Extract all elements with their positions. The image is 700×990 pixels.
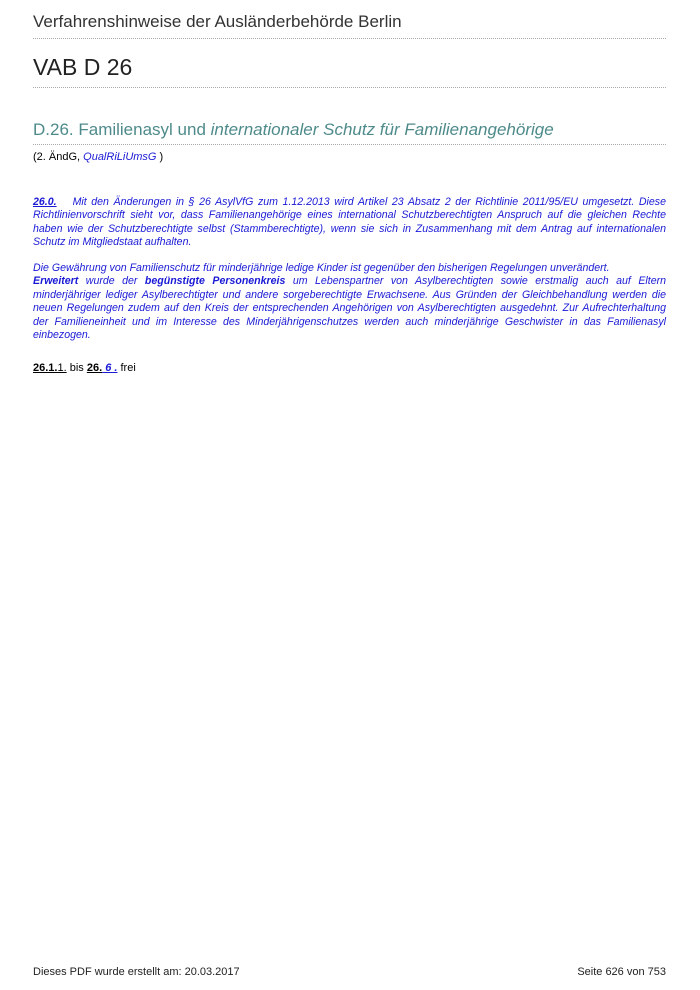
paragraph-26-0 <box>33 196 666 250</box>
range-status: frei <box>117 362 136 374</box>
paragraph-26-0-text: Mit den Änderungen in § 26 AsylVfG zum 1.12.2013 wird Artikel 23 Absatz 2 der Richtlinie 2011/95/EU umgesetzt. Diese Richtlinienvorschrift sieht vor, dass Familienangehörige eines international Schutzberechtigten Anspruch auf die gleichen Rechte haben wie der Schutzberechtigte selbst (Stammberechtigte), wenn sie sich in Zusammenhang mit dem Antrag auf internationalen Schutz im Mitgliedstaat aufhalten. <box>33 196 666 249</box>
paragraph-rest-text: um Lebenspartner von Asylberechtigten sowie erstmalig auch auf Eltern minderjähriger lediger Asylberechtigter und andere sorgeberechtigte Erwachsene. Aus Gründen der Gleichbehandlung werden die neuen Regelungen zudem auf den Kreis der entsprechenden Angehörigen von Asylberechtigten ausgedehnt. Zur Aufrechterhaltung der Familieneinheit und im Interesse des Minderjährigenschutzes werden auch minderjährige Geschwister in das Familienasyl einbezogen. <box>33 275 667 342</box>
amendment-suffix: ) <box>156 151 164 163</box>
section-title <box>33 120 666 145</box>
section-number-text: D.26. Familienasyl und <box>33 120 211 139</box>
section-title-italic: internationaler Schutz für Familienangehörige <box>210 120 554 139</box>
document-id-title: VAB D 26 <box>33 54 666 88</box>
document-header: Verfahrenshinweise der Ausländerbehörde Berlin <box>33 12 666 39</box>
range-between: bis <box>66 362 87 374</box>
paragraph-mid-text: wurde der <box>78 275 145 288</box>
amendment-note <box>33 151 163 163</box>
range-end-suffix[interactable]: 6 . <box>102 362 118 374</box>
paragraph-family-protection <box>33 262 666 342</box>
amendment-link[interactable]: QualRiLiUmsG <box>83 151 157 163</box>
paragraph-line-1: Die Gewährung von Familienschutz für minderjährige ledige Kinder ist gegenüber den bisherigen Regelungen unverändert. <box>33 262 610 274</box>
range-end-link[interactable]: 26. <box>86 362 103 374</box>
paragraph-number-link[interactable]: 26.0. <box>33 196 57 208</box>
bold-term-personenkreis: begünstigte Personenkreis <box>144 275 286 288</box>
footer-created-date: Dieses PDF wurde erstellt am: 20.03.2017 <box>33 966 240 978</box>
amendment-prefix: (2. ÄndG, <box>33 151 84 163</box>
range-start-suffix[interactable]: 1. <box>57 362 67 374</box>
footer-page-number: Seite 626 von 753 <box>577 966 666 978</box>
range-start-link[interactable]: 26.1. <box>33 362 58 374</box>
bold-term-erweitert: Erweitert <box>33 275 79 288</box>
range-paragraph <box>33 362 136 374</box>
